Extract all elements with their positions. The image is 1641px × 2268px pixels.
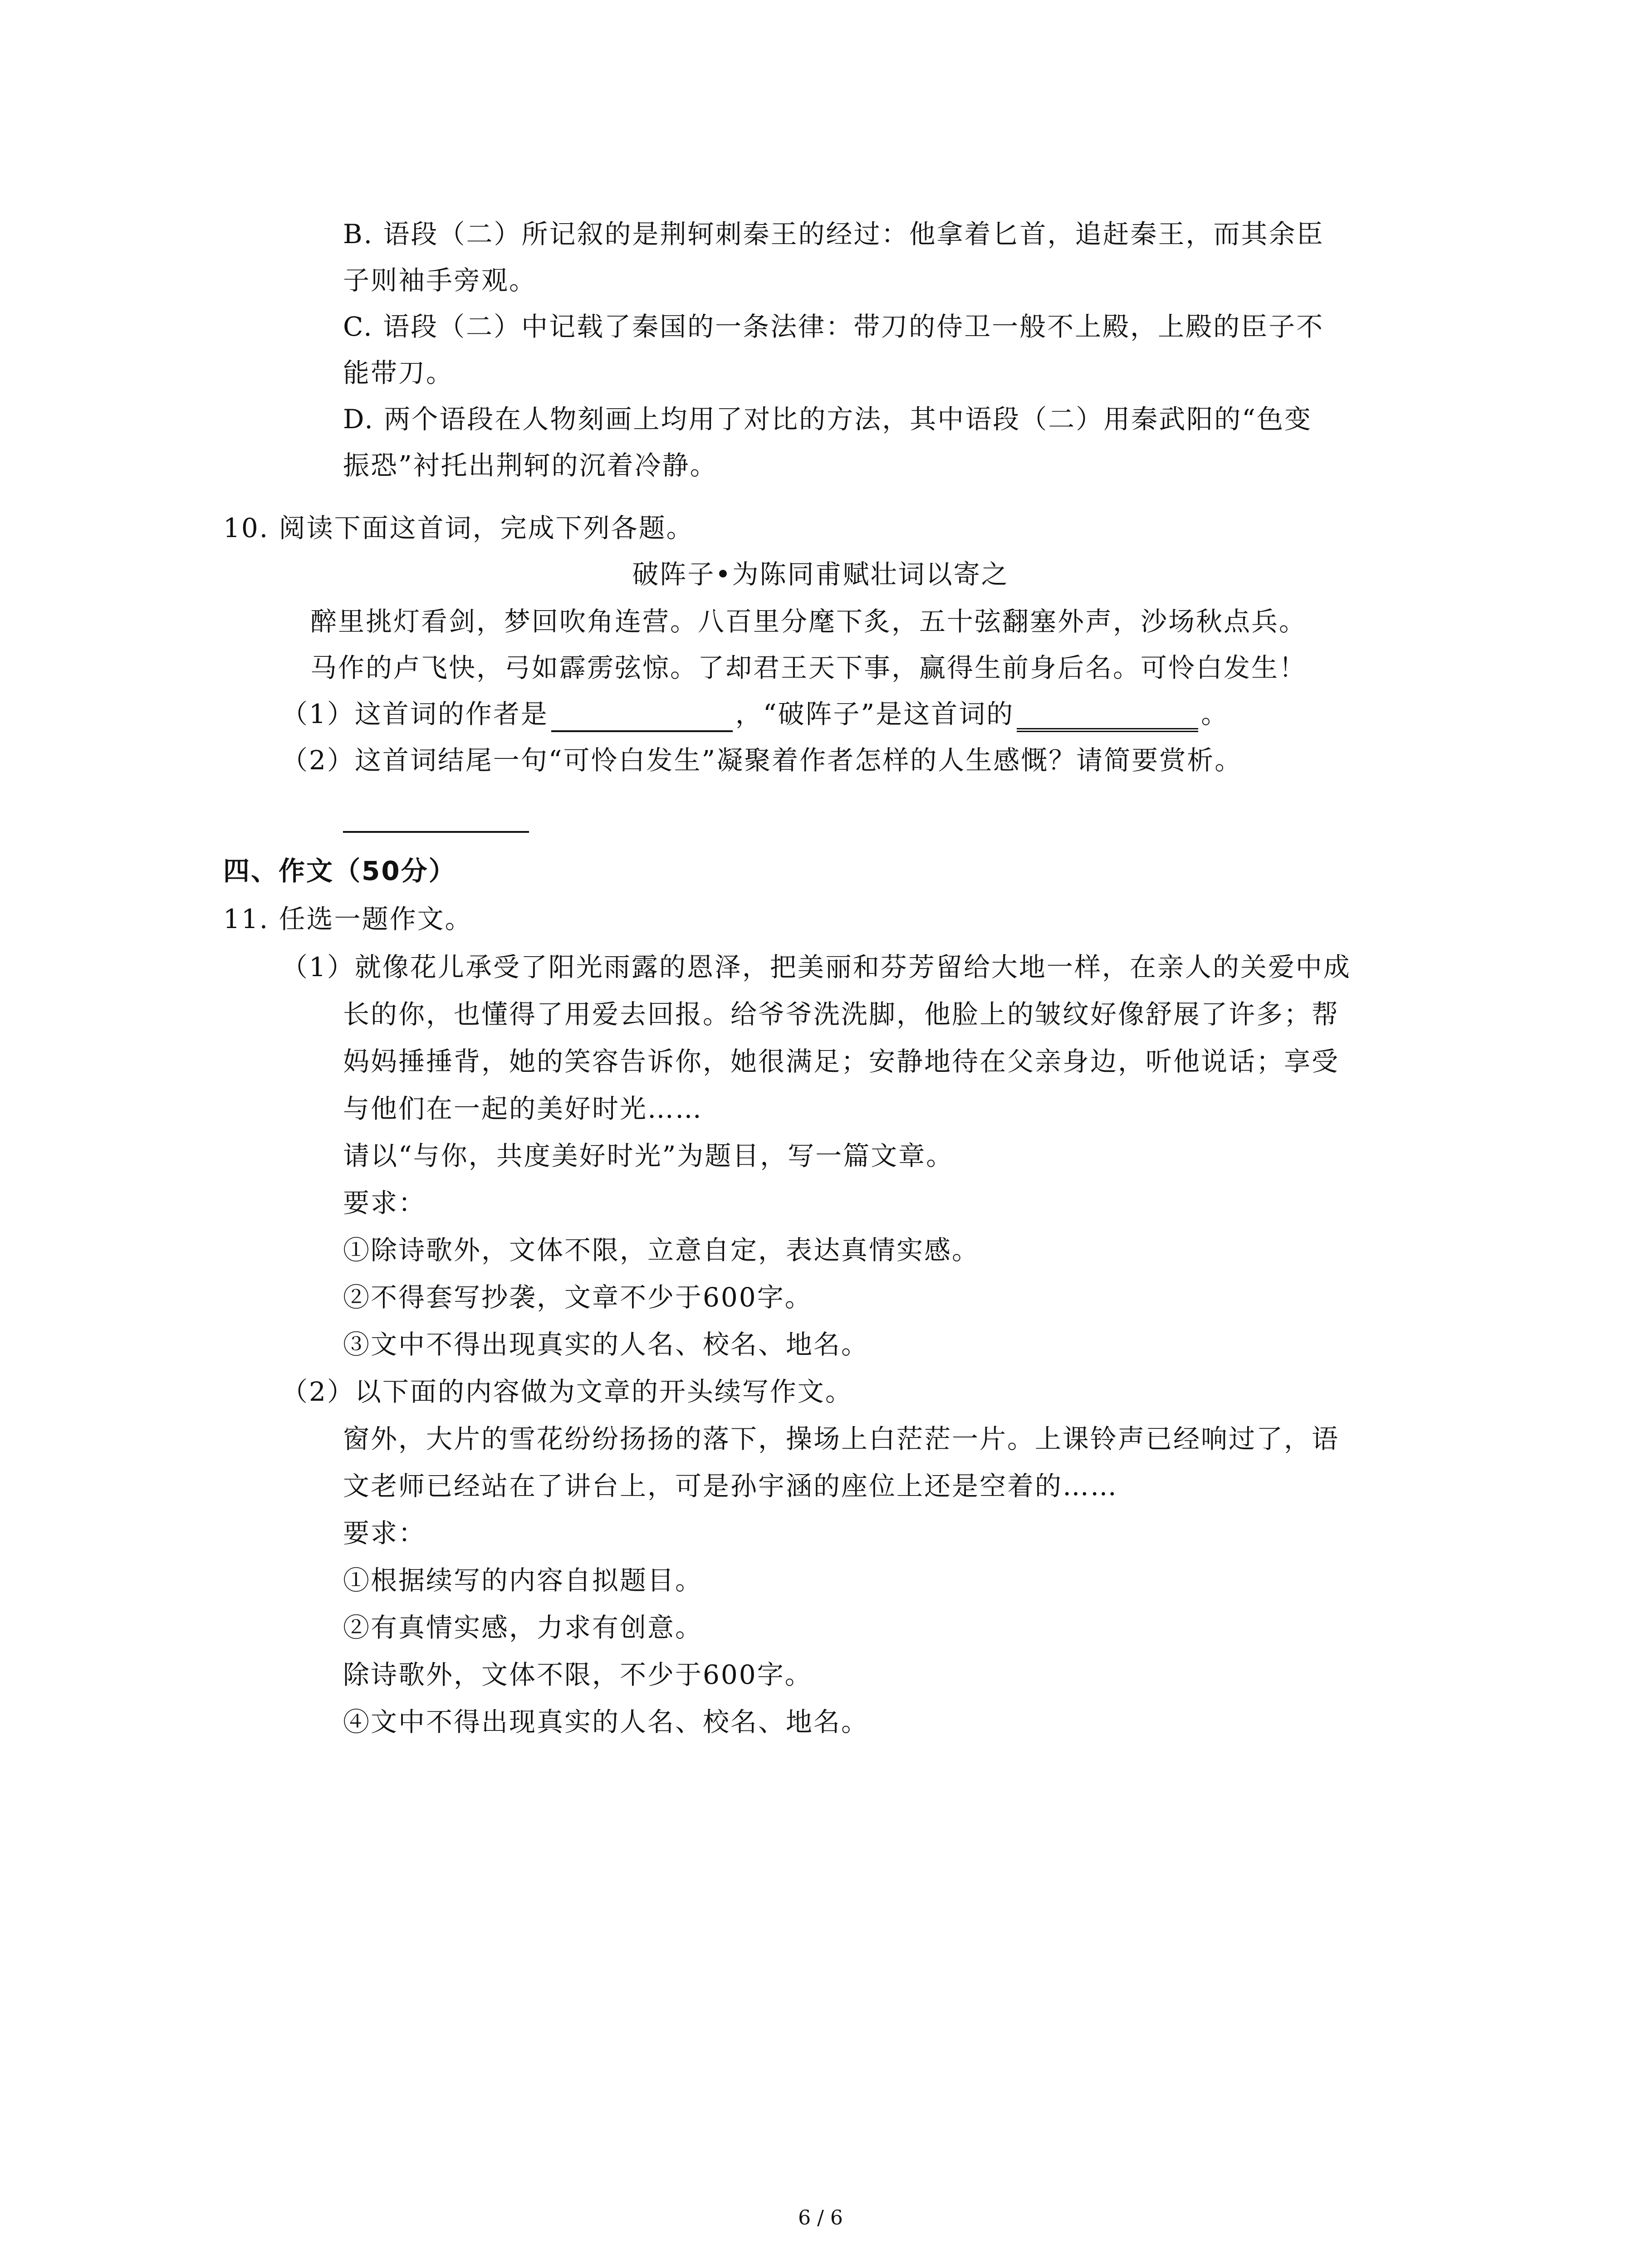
page-number: 6 / 6: [798, 2206, 843, 2229]
q11-prompt2-req-1: ①根据续写的内容自拟题目。: [343, 1565, 703, 1596]
q11-prompt1-req-3: ③文中不得出现真实的人名、校名、地名。: [343, 1329, 869, 1360]
q9-option-c-line2: 能带刀。: [343, 357, 454, 388]
q11-prompt2-req-2: ②有真情实感，力求有创意。: [343, 1612, 703, 1643]
q10-sub1-text-a: （1）这首词的作者是: [281, 699, 549, 729]
q11-prompt1-line3: 妈妈捶捶背，她的笑容告诉你，她很满足；安静地待在父亲身边，听他说话；享受: [343, 1046, 1340, 1077]
q9-option-d-line2: 振恐”衬托出荆轲的沉着冷静。: [343, 450, 718, 481]
poem-line-2: 马作的卢飞快，弓如霹雳弦惊。了却君王天下事，赢得生前身后名。可怜白发生！: [310, 652, 1307, 683]
q9-option-b-line1: B. 语段（二）所记叙的是荆轲刺秦王的经过：他拿着匕首，追赶秦王，而其余臣: [343, 219, 1324, 249]
q11-prompt2-line2: 窗外，大片的雪花纷纷扬扬的落下，操场上白茫茫一片。上课铃声已经响过了，语: [343, 1423, 1340, 1454]
section-heading: 四、作文（50分）: [223, 855, 456, 886]
poem-title: 破阵子•为陈同甫赋壮词以寄之: [632, 559, 1009, 590]
q11-prompt2-line1: （2）以下面的内容做为文章的开头续写作文。: [281, 1376, 853, 1407]
q11-prompt1-line1: （1）就像花儿承受了阳光雨露的恩泽，把美丽和芬芳留给大地一样，在亲人的关爱中成: [281, 952, 1351, 982]
q11-prompt1-line5: 请以“与你，共度美好时光”为题目，写一篇文章。: [343, 1140, 954, 1171]
q10-sub1-text-c: 。: [1201, 699, 1229, 729]
poem-line-1: 醉里挑灯看剑，梦回吹角连营。八百里分麾下炙，五十弦翻塞外声，沙场秋点兵。: [310, 606, 1307, 637]
q9-option-d-line1: D. 两个语段在人物刻画上均用了对比的方法，其中语段（二）用秦武阳的“色变: [343, 404, 1312, 435]
q11-prompt1-req-1: ①除诗歌外，文体不限，立意自定，表达真情实感。: [343, 1235, 980, 1266]
q11-prompt1-line4: 与他们在一起的美好时光……: [343, 1093, 703, 1124]
q11-prompt2-line3: 文老师已经站在了讲台上，可是孙宇涵的座位上还是空着的……: [343, 1471, 1118, 1501]
q11-stem: 11. 任选一题作文。: [223, 904, 473, 934]
q11-prompt2-req-4: ④文中不得出现真实的人名、校名、地名。: [343, 1706, 869, 1737]
q9-option-c-line1: C. 语段（二）中记载了秦国的一条法律：带刀的侍卫一般不上殿，上殿的臣子不: [343, 311, 1324, 342]
q11-prompt1-req-2: ②不得套写抄袭，文章不少于600字。: [343, 1282, 813, 1313]
q9-option-b-line2: 子则袖手旁观。: [343, 265, 537, 296]
q10-sub-question-2: （2）这首词结尾一句“可怜白发生”凝聚着作者怎样的人生感慨？请简要赏析。: [281, 745, 1243, 776]
q11-prompt2-req-3: 除诗歌外，文体不限，不少于600字。: [343, 1659, 813, 1690]
q10-answer-line[interactable]: [343, 831, 529, 833]
author-answer-blank[interactable]: [551, 703, 733, 732]
q11-prompt2-requirements: 要求：: [343, 1518, 426, 1549]
cipai-answer-blank[interactable]: [1017, 701, 1198, 732]
q10-stem: 10. 阅读下面这首词，完成下列各题。: [223, 513, 694, 543]
q11-prompt1-requirements: 要求：: [343, 1188, 426, 1218]
q10-sub-question-1: [281, 696, 1229, 732]
q10-sub1-text-b: ，“破阵子”是这首词的: [735, 699, 1014, 729]
q11-prompt1-line2: 长的你，也懂得了用爱去回报。给爷爷洗洗脚，他脸上的皱纹好像舒展了许多；帮: [343, 999, 1340, 1030]
